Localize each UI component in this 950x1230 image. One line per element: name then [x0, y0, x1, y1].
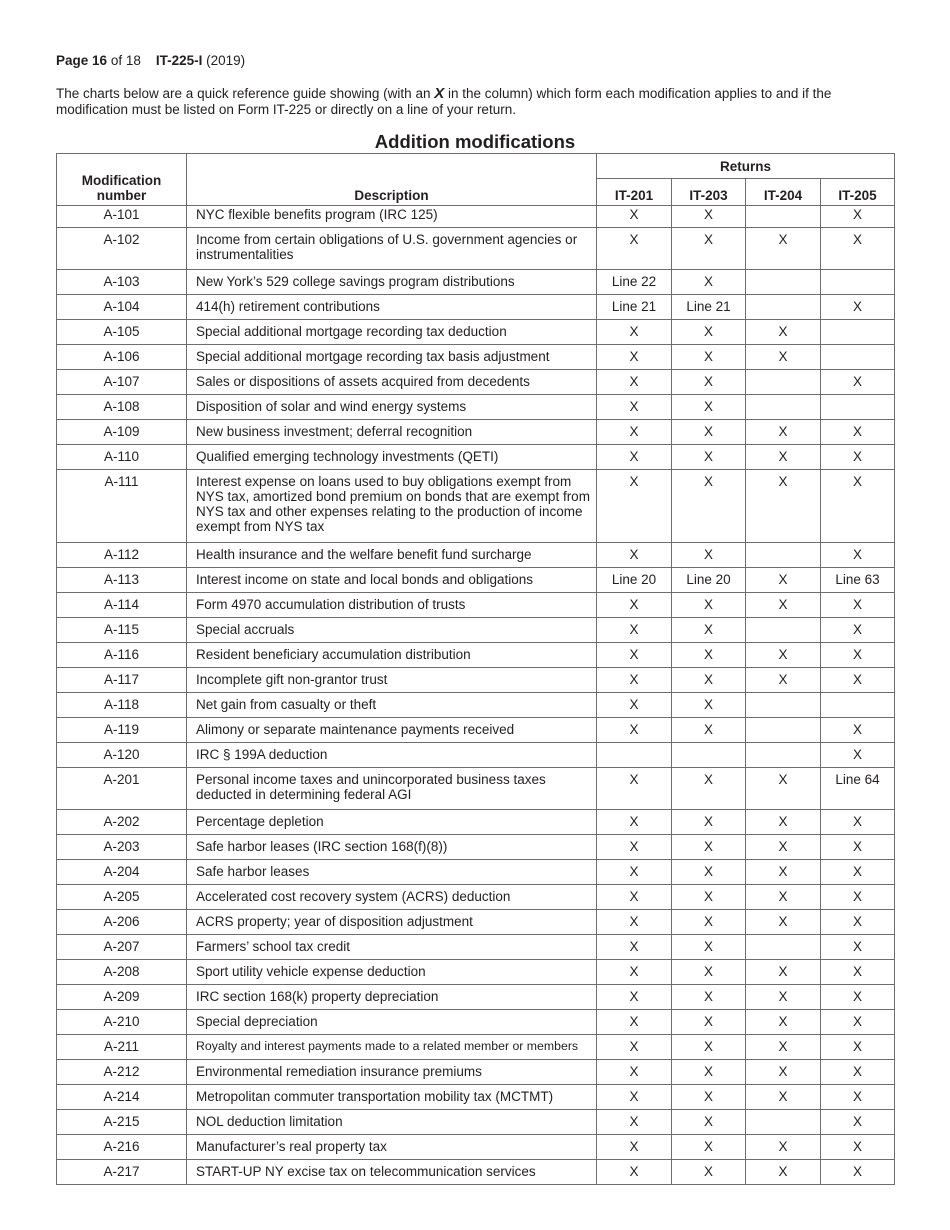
table-row [57, 985, 895, 1010]
intro-text-after: in the column) which form each modification applies to and if the modification must be listed on Form IT-225 or directly on a line of your return. [56, 86, 832, 117]
cell-it-205: X [821, 1110, 895, 1135]
modification-number: A-107 [57, 370, 187, 395]
modification-description: Environmental remediation insurance premiums [187, 1060, 597, 1085]
cell-it-201: X [597, 206, 672, 228]
cell-it-203: X [672, 960, 746, 985]
modification-description: Alimony or separate maintenance payments received [187, 718, 597, 743]
cell-it-201: Line 21 [597, 295, 672, 320]
table-title: Addition modifications [374, 131, 576, 152]
modification-number: A-210 [57, 1010, 187, 1035]
modification-number: A-206 [57, 910, 187, 935]
cell-it-203: X [672, 206, 746, 228]
cell-it-205: X [821, 718, 895, 743]
cell-it-203: X [672, 470, 746, 543]
page-number: Page 16 [56, 53, 108, 68]
modification-number: A-216 [57, 1135, 187, 1160]
cell-it-204: X [746, 593, 821, 618]
table-row [57, 470, 895, 543]
modification-number: A-120 [57, 743, 187, 768]
page-header [56, 53, 245, 68]
cell-it-201: X [597, 1110, 672, 1135]
cell-it-203: X [672, 1035, 746, 1060]
header-returns: Returns [597, 154, 895, 179]
modification-description: Special additional mortgage recording tax basis adjustment [187, 345, 597, 370]
cell-it-201 [597, 743, 672, 768]
cell-it-204: X [746, 768, 821, 810]
table-row [57, 743, 895, 768]
cell-it-204: X [746, 643, 821, 668]
cell-it-205: X [821, 543, 895, 568]
cell-it-205: X [821, 370, 895, 395]
cell-it-204: X [746, 668, 821, 693]
form-id: IT-225-I [155, 53, 203, 68]
table-row [57, 543, 895, 568]
cell-it-205 [821, 320, 895, 345]
cell-it-201: X [597, 395, 672, 420]
cell-it-204 [746, 270, 821, 295]
cell-it-201: X [597, 810, 672, 835]
cell-it-205: X [821, 618, 895, 643]
cell-it-204: X [746, 320, 821, 345]
cell-it-204: X [746, 445, 821, 470]
table-row [57, 1035, 895, 1060]
cell-it-203: Line 20 [672, 568, 746, 593]
table-row [57, 1060, 895, 1085]
modification-description: Percentage depletion [187, 810, 597, 835]
cell-it-203: X [672, 1060, 746, 1085]
table-row [57, 445, 895, 470]
cell-it-205: X [821, 1160, 895, 1185]
header-it-201: IT-201 [597, 179, 672, 206]
table-row [57, 1085, 895, 1110]
cell-it-201: X [597, 643, 672, 668]
header-description: Description [187, 154, 597, 206]
cell-it-204 [746, 618, 821, 643]
cell-it-205: X [821, 1035, 895, 1060]
modification-number: A-103 [57, 270, 187, 295]
table-row [57, 810, 895, 835]
cell-it-203: X [672, 668, 746, 693]
cell-it-203: X [672, 618, 746, 643]
cell-it-205: X [821, 910, 895, 935]
cell-it-205 [821, 345, 895, 370]
cell-it-205 [821, 693, 895, 718]
modification-number: A-115 [57, 618, 187, 643]
table-row [57, 270, 895, 295]
cell-it-205: X [821, 470, 895, 543]
table-row [57, 910, 895, 935]
table-row [57, 345, 895, 370]
table-row [57, 693, 895, 718]
table-row [57, 935, 895, 960]
modification-description: Special accruals [187, 618, 597, 643]
cell-it-203 [672, 743, 746, 768]
cell-it-201: X [597, 593, 672, 618]
modification-number: A-207 [57, 935, 187, 960]
cell-it-205: X [821, 593, 895, 618]
cell-it-201: X [597, 1035, 672, 1060]
cell-it-203: X [672, 768, 746, 810]
cell-it-201: X [597, 1010, 672, 1035]
cell-it-203: Line 21 [672, 295, 746, 320]
table-row [57, 395, 895, 420]
cell-it-205: X [821, 1010, 895, 1035]
cell-it-201: X [597, 618, 672, 643]
cell-it-204 [746, 1110, 821, 1135]
cell-it-204 [746, 935, 821, 960]
modification-description: Special depreciation [187, 1010, 597, 1035]
cell-it-205: X [821, 1060, 895, 1085]
cell-it-205: X [821, 228, 895, 270]
cell-it-203: X [672, 693, 746, 718]
table-row [57, 206, 895, 228]
table-row [57, 885, 895, 910]
modification-number: A-208 [57, 960, 187, 985]
table-row [57, 568, 895, 593]
cell-it-205: X [821, 835, 895, 860]
cell-it-204: X [746, 835, 821, 860]
cell-it-201: X [597, 1085, 672, 1110]
modification-description: Safe harbor leases (IRC section 168(f)(8)) [187, 835, 597, 860]
modification-description: Incomplete gift non-grantor trust [187, 668, 597, 693]
modification-description: Accelerated cost recovery system (ACRS) deduction [187, 885, 597, 910]
cell-it-205: X [821, 935, 895, 960]
table-row [57, 1135, 895, 1160]
table-row [57, 1010, 895, 1035]
cell-it-203: X [672, 860, 746, 885]
modification-number: A-215 [57, 1110, 187, 1135]
table-row [57, 228, 895, 270]
cell-it-204: X [746, 1085, 821, 1110]
cell-it-201: X [597, 885, 672, 910]
table-row [57, 618, 895, 643]
modification-number: A-212 [57, 1060, 187, 1085]
table-row [57, 668, 895, 693]
modification-description: Royalty and interest payments made to a related member or members [187, 1035, 597, 1060]
cell-it-204: X [746, 985, 821, 1010]
cell-it-205: Line 64 [821, 768, 895, 810]
cell-it-204 [746, 743, 821, 768]
modification-number: A-102 [57, 228, 187, 270]
cell-it-203: X [672, 370, 746, 395]
modification-number: A-217 [57, 1160, 187, 1185]
modification-description: Metropolitan commuter transportation mobility tax (MCTMT) [187, 1085, 597, 1110]
table-row [57, 768, 895, 810]
cell-it-204: X [746, 1160, 821, 1185]
cell-it-201: X [597, 768, 672, 810]
cell-it-205 [821, 270, 895, 295]
table-row [57, 835, 895, 860]
cell-it-203: X [672, 1010, 746, 1035]
modification-number: A-214 [57, 1085, 187, 1110]
modification-description: Interest expense on loans used to buy obligations exempt from NYS tax, amortized bond premium on bonds that are exempt from NYS tax and other expenses relating to the production of income exempt from NYS tax [187, 470, 597, 543]
cell-it-201: X [597, 420, 672, 445]
modification-description: 414(h) retirement contributions [187, 295, 597, 320]
cell-it-205: X [821, 445, 895, 470]
cell-it-205: Line 63 [821, 568, 895, 593]
cell-it-203: X [672, 543, 746, 568]
cell-it-201: X [597, 835, 672, 860]
cell-it-204: X [746, 1035, 821, 1060]
modification-number: A-117 [57, 668, 187, 693]
modification-number: A-119 [57, 718, 187, 743]
modification-number: A-118 [57, 693, 187, 718]
cell-it-203: X [672, 810, 746, 835]
modification-description: Resident beneficiary accumulation distribution [187, 643, 597, 668]
cell-it-204 [746, 693, 821, 718]
cell-it-201: X [597, 960, 672, 985]
modification-number: A-211 [57, 1035, 187, 1060]
cell-it-205: X [821, 206, 895, 228]
cell-it-205: X [821, 960, 895, 985]
modification-description: Disposition of solar and wind energy systems [187, 395, 597, 420]
cell-it-201: X [597, 445, 672, 470]
addition-modifications-table [56, 153, 895, 1185]
cell-it-204: X [746, 960, 821, 985]
modification-number: A-104 [57, 295, 187, 320]
modification-number: A-203 [57, 835, 187, 860]
cell-it-204 [746, 295, 821, 320]
cell-it-201: X [597, 910, 672, 935]
cell-it-203: X [672, 445, 746, 470]
modification-number: A-209 [57, 985, 187, 1010]
cell-it-204: X [746, 810, 821, 835]
cell-it-204: X [746, 1135, 821, 1160]
header-modification-number: Modification number [57, 154, 187, 206]
table-row [57, 960, 895, 985]
modification-description: NOL deduction limitation [187, 1110, 597, 1135]
cell-it-203: X [672, 935, 746, 960]
table-row [57, 1160, 895, 1185]
modification-description: Interest income on state and local bonds and obligations [187, 568, 597, 593]
modification-description: Income from certain obligations of U.S. government agencies or instrumentalities [187, 228, 597, 270]
cell-it-203: X [672, 985, 746, 1010]
cell-it-205: X [821, 643, 895, 668]
modification-description: Net gain from casualty or theft [187, 693, 597, 718]
cell-it-203: X [672, 910, 746, 935]
table-row [57, 1110, 895, 1135]
modification-number: A-105 [57, 320, 187, 345]
modification-number: A-205 [57, 885, 187, 910]
modification-number: A-110 [57, 445, 187, 470]
cell-it-203: X [672, 835, 746, 860]
cell-it-201: Line 20 [597, 568, 672, 593]
modification-number: A-204 [57, 860, 187, 885]
cell-it-201: X [597, 985, 672, 1010]
cell-it-205: X [821, 860, 895, 885]
cell-it-204: X [746, 420, 821, 445]
cell-it-201: X [597, 693, 672, 718]
cell-it-204: X [746, 910, 821, 935]
modification-description: Health insurance and the welfare benefit fund surcharge [187, 543, 597, 568]
cell-it-201: X [597, 935, 672, 960]
cell-it-201: X [597, 345, 672, 370]
cell-it-205: X [821, 1135, 895, 1160]
modification-description: IRC section 168(k) property depreciation [187, 985, 597, 1010]
cell-it-201: X [597, 718, 672, 743]
header-it-204: IT-204 [746, 179, 821, 206]
cell-it-205: X [821, 295, 895, 320]
cell-it-204 [746, 543, 821, 568]
cell-it-204: X [746, 885, 821, 910]
modification-description: IRC § 199A deduction [187, 743, 597, 768]
cell-it-201: X [597, 860, 672, 885]
cell-it-204: X [746, 1060, 821, 1085]
modification-description: Farmers’ school tax credit [187, 935, 597, 960]
modification-description: Sales or dispositions of assets acquired from decedents [187, 370, 597, 395]
cell-it-203: X [672, 420, 746, 445]
modification-number: A-111 [57, 470, 187, 543]
cell-it-203: X [672, 885, 746, 910]
header-it-205: IT-205 [821, 179, 895, 206]
modification-description: START-UP NY excise tax on telecommunication services [187, 1160, 597, 1185]
cell-it-201: X [597, 228, 672, 270]
cell-it-203: X [672, 718, 746, 743]
modification-description: Personal income taxes and unincorporated business taxes deducted in determining federal AGI [187, 768, 597, 810]
cell-it-204 [746, 395, 821, 420]
modification-number: A-114 [57, 593, 187, 618]
cell-it-203: X [672, 345, 746, 370]
modification-description: Safe harbor leases [187, 860, 597, 885]
table-row [57, 593, 895, 618]
header-it-203: IT-203 [672, 179, 746, 206]
modification-number: A-106 [57, 345, 187, 370]
cell-it-203: X [672, 593, 746, 618]
modification-number: A-112 [57, 543, 187, 568]
modification-description: New York’s 529 college savings program distributions [187, 270, 597, 295]
cell-it-204 [746, 370, 821, 395]
modification-number: A-201 [57, 768, 187, 810]
cell-it-203: X [672, 1085, 746, 1110]
cell-it-203: X [672, 395, 746, 420]
intro-paragraph [56, 86, 886, 117]
cell-it-204: X [746, 470, 821, 543]
table-row [57, 320, 895, 345]
cell-it-201: X [597, 470, 672, 543]
modification-number: A-109 [57, 420, 187, 445]
table-row [57, 643, 895, 668]
cell-it-205: X [821, 420, 895, 445]
cell-it-203: X [672, 1110, 746, 1135]
cell-it-205: X [821, 985, 895, 1010]
cell-it-204: X [746, 1010, 821, 1035]
modification-number: A-202 [57, 810, 187, 835]
cell-it-203: X [672, 320, 746, 345]
modification-number: A-101 [57, 206, 187, 228]
form-year: (2019) [206, 53, 246, 68]
modification-number: A-116 [57, 643, 187, 668]
cell-it-205 [821, 395, 895, 420]
cell-it-204: X [746, 345, 821, 370]
modification-description: Form 4970 accumulation distribution of trusts [187, 593, 597, 618]
cell-it-203: X [672, 1160, 746, 1185]
cell-it-204 [746, 206, 821, 228]
cell-it-205: X [821, 1085, 895, 1110]
cell-it-204: X [746, 860, 821, 885]
cell-it-201: X [597, 668, 672, 693]
modification-number: A-113 [57, 568, 187, 593]
table-body [57, 206, 895, 1185]
modification-description: Special additional mortgage recording tax deduction [187, 320, 597, 345]
cell-it-201: X [597, 1135, 672, 1160]
table-row [57, 860, 895, 885]
table-row [57, 718, 895, 743]
cell-it-203: X [672, 270, 746, 295]
modification-number: A-108 [57, 395, 187, 420]
cell-it-203: X [672, 228, 746, 270]
modification-description: Qualified emerging technology investments (QETI) [187, 445, 597, 470]
cell-it-201: X [597, 1160, 672, 1185]
cell-it-205: X [821, 810, 895, 835]
modification-description: New business investment; deferral recognition [187, 420, 597, 445]
cell-it-205: X [821, 743, 895, 768]
cell-it-204: X [746, 568, 821, 593]
page-total: of 18 [110, 53, 141, 68]
modification-description: NYC flexible benefits program (IRC 125) [187, 206, 597, 228]
cell-it-205: X [821, 668, 895, 693]
table-row [57, 370, 895, 395]
table-row [57, 420, 895, 445]
cell-it-201: X [597, 370, 672, 395]
cell-it-205: X [821, 885, 895, 910]
cell-it-204 [746, 718, 821, 743]
cell-it-201: X [597, 320, 672, 345]
modification-description: Sport utility vehicle expense deduction [187, 960, 597, 985]
x-mark-example: X [434, 85, 445, 102]
cell-it-201: X [597, 1060, 672, 1085]
cell-it-201: X [597, 543, 672, 568]
intro-text-before: The charts below are a quick reference guide showing (with an [56, 86, 435, 101]
cell-it-204: X [746, 228, 821, 270]
cell-it-203: X [672, 643, 746, 668]
cell-it-203: X [672, 1135, 746, 1160]
table-row [57, 295, 895, 320]
modification-description: ACRS property; year of disposition adjustment [187, 910, 597, 935]
cell-it-201: Line 22 [597, 270, 672, 295]
modification-description: Manufacturer’s real property tax [187, 1135, 597, 1160]
